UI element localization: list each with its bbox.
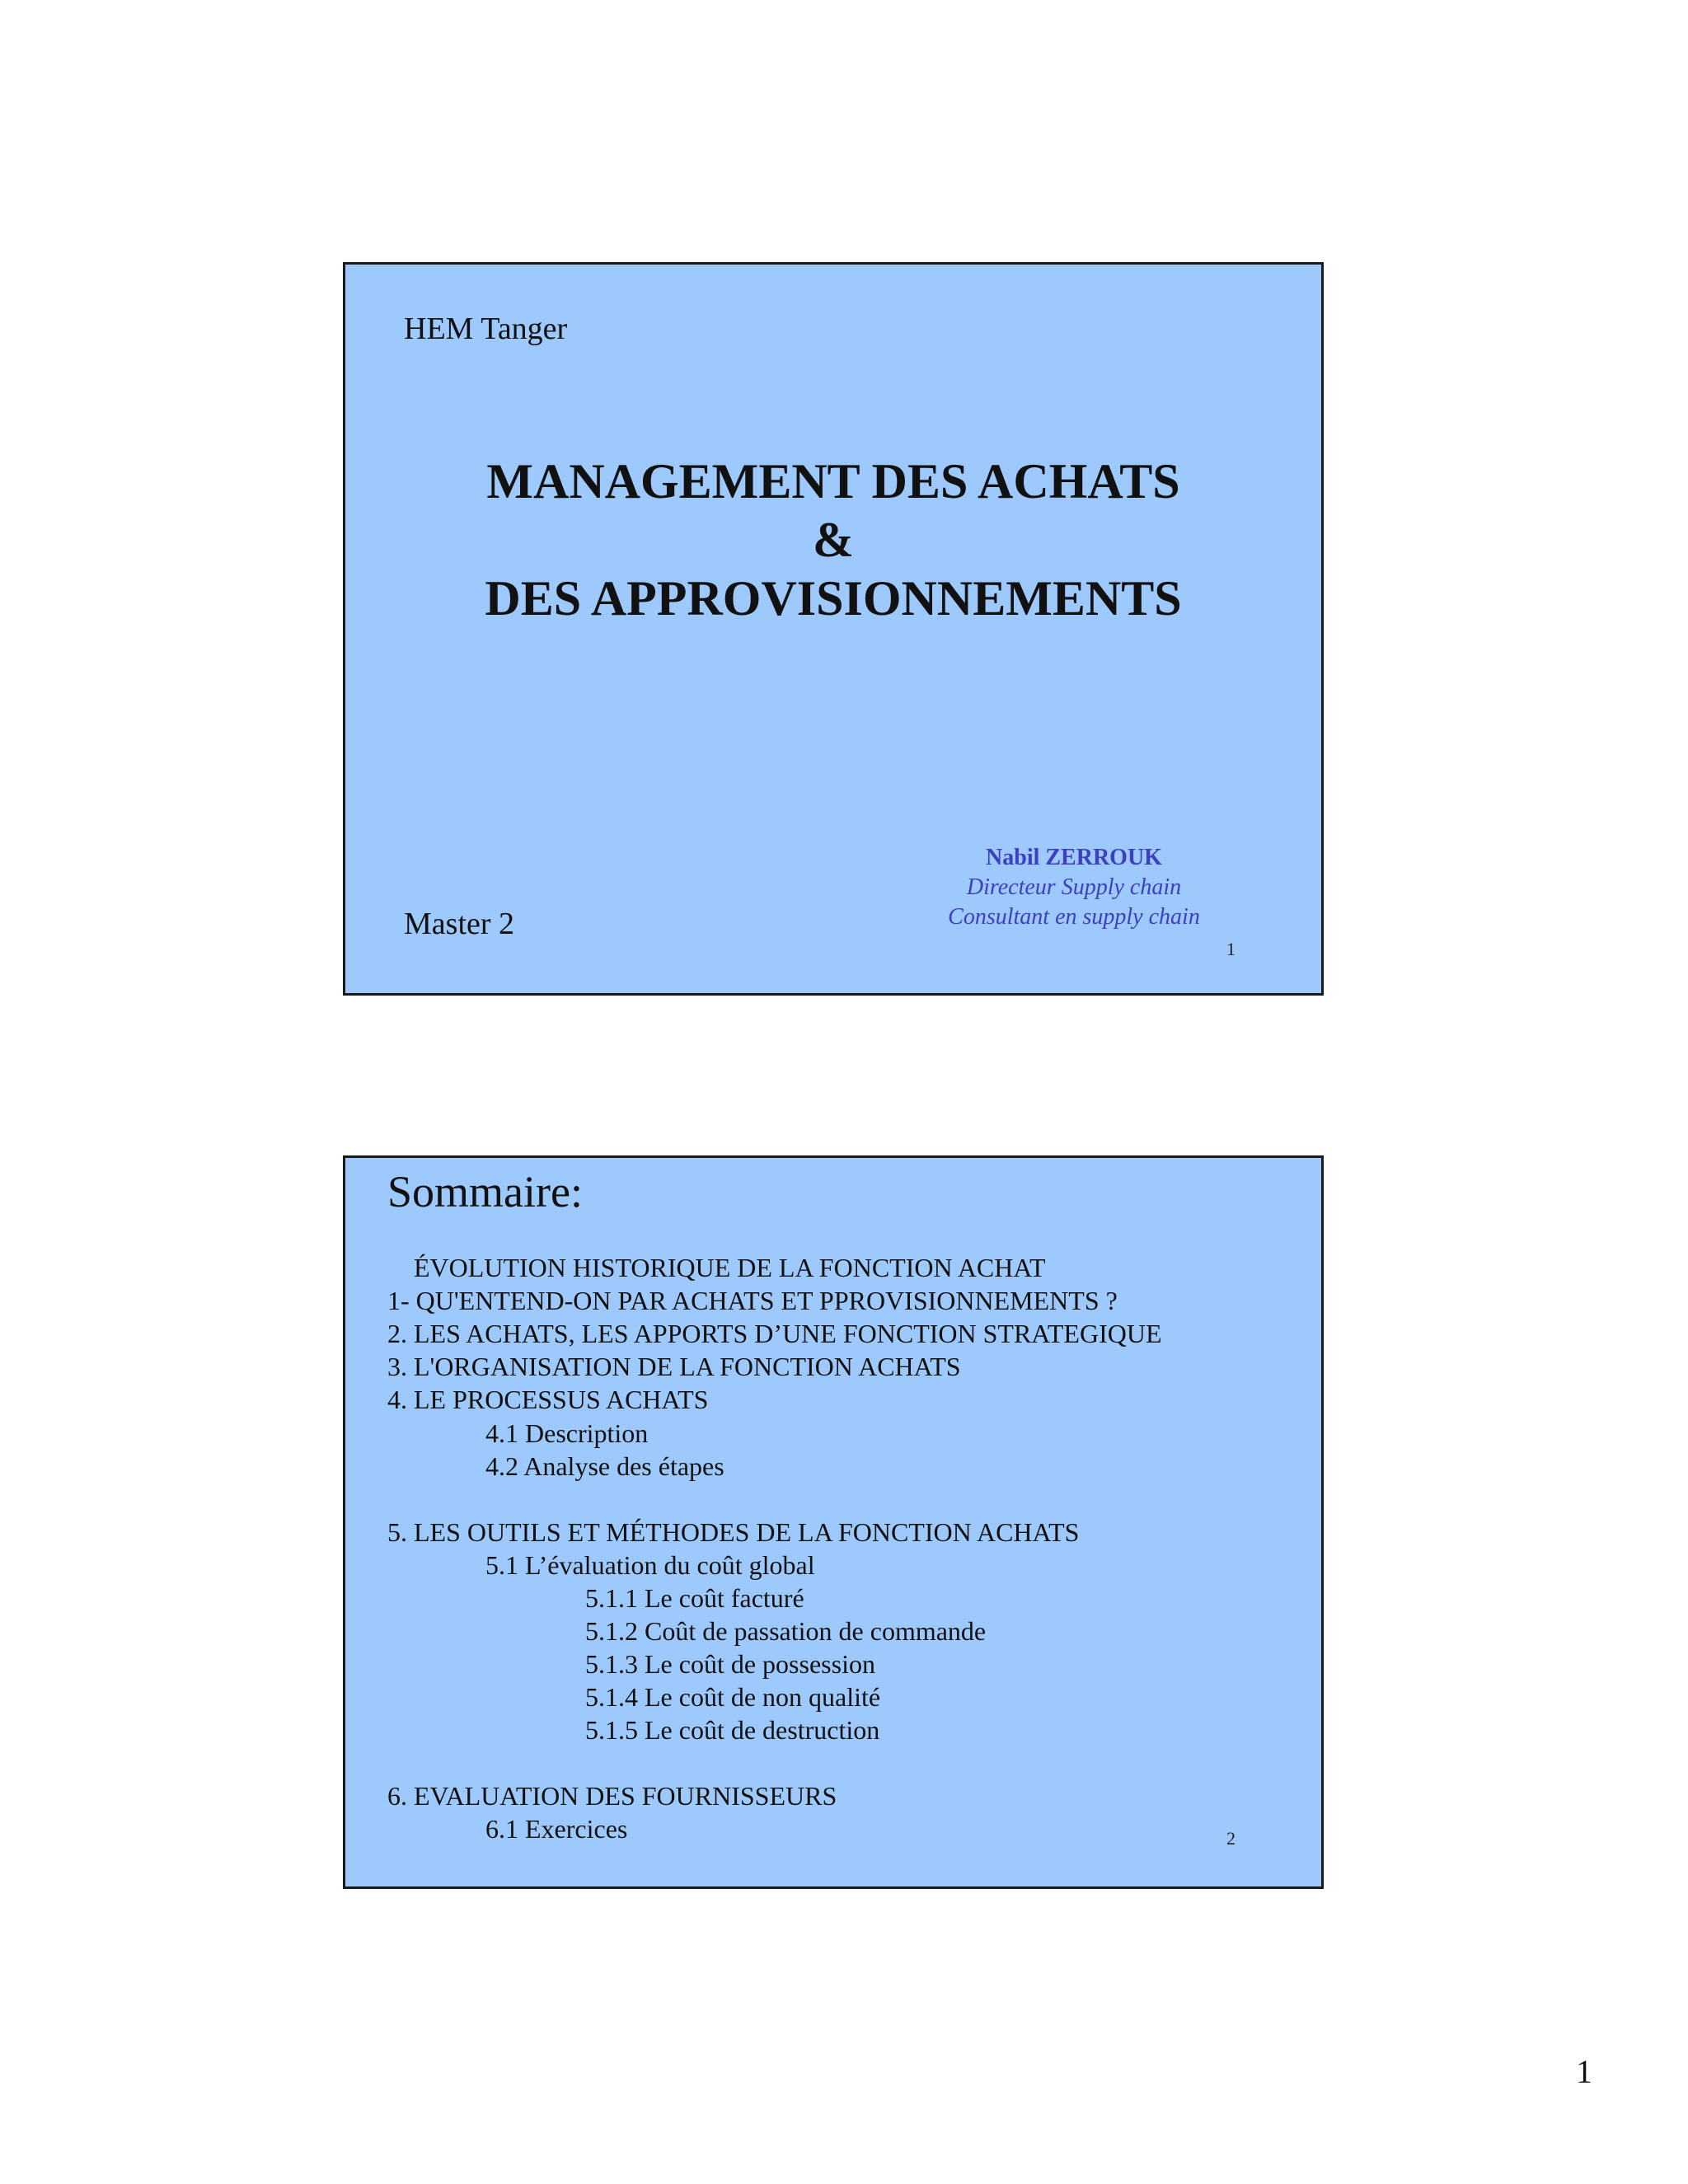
toc-subitem: 5.1 L’évaluation du coût global xyxy=(485,1550,815,1580)
toc-item: 3. L'ORGANISATION DE LA FONCTION ACHATS xyxy=(387,1352,961,1381)
toc-subitem: 4.1 Description xyxy=(485,1418,649,1448)
title-line-2: & xyxy=(813,513,854,567)
slide-2 xyxy=(343,1155,1324,1889)
summary-title: Sommaire: xyxy=(387,1167,583,1216)
toc-item: 6. EVALUATION DES FOURNISSEURS xyxy=(387,1781,837,1811)
program-level: Master 2 xyxy=(404,907,515,941)
title-line-3: DES APPROVISIONNEMENTS xyxy=(485,571,1182,626)
author-role-1: Directeur Supply chain xyxy=(966,874,1182,900)
page-number: 1 xyxy=(1576,2053,1592,2090)
toc-item: ÉVOLUTION HISTORIQUE DE LA FONCTION ACHAT xyxy=(414,1253,1046,1282)
toc-subsubitem: 5.1.2 Coût de passation de commande xyxy=(585,1616,987,1646)
toc-item: 2. LES ACHATS, LES APPORTS D’UNE FONCTION STRATEGIQUE xyxy=(387,1319,1162,1348)
author-role-2: Consultant en supply chain xyxy=(948,904,1200,930)
toc-subitem: 4.2 Analyse des étapes xyxy=(485,1451,724,1481)
slide-title xyxy=(345,452,1321,628)
toc-subsubitem: 5.1.5 Le coût de destruction xyxy=(585,1715,880,1745)
toc-item: 1- QU'ENTEND-ON PAR ACHATS ET PPROVISIONNEMENTS ? xyxy=(387,1286,1118,1315)
school-name: HEM Tanger xyxy=(404,312,568,346)
toc-subitem: 6.1 Exercices xyxy=(485,1814,628,1844)
author-block xyxy=(884,843,1264,932)
toc-subsubitem: 5.1.1 Le coût facturé xyxy=(585,1583,804,1613)
toc-subsubitem: 5.1.4 Le coût de non qualité xyxy=(585,1682,881,1712)
slide-number: 2 xyxy=(1226,1828,1236,1849)
author-name: Nabil ZERROUK xyxy=(986,845,1162,870)
slide-1 xyxy=(343,262,1324,996)
toc-item: 4. LE PROCESSUS ACHATS xyxy=(387,1385,709,1414)
slide-number: 1 xyxy=(1226,939,1236,959)
title-line-1: MANAGEMENT DES ACHATS xyxy=(486,454,1180,509)
toc-item: 5. LES OUTILS ET MÉTHODES DE LA FONCTION ACHATS xyxy=(387,1517,1080,1547)
toc-subsubitem: 5.1.3 Le coût de possession xyxy=(585,1649,875,1679)
